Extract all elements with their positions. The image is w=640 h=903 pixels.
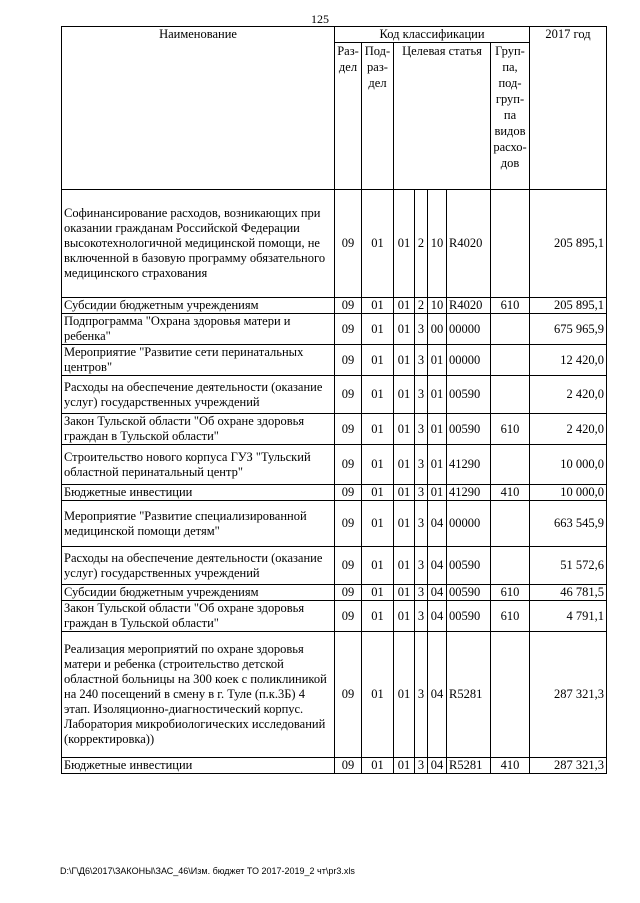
row-target-event: 04 <box>428 501 447 547</box>
row-expense-type <box>491 190 530 298</box>
row-target-event: 01 <box>428 345 447 376</box>
row-expense-type: 610 <box>491 585 530 601</box>
row-target-program: 01 <box>394 601 415 632</box>
row-target-program: 01 <box>394 485 415 501</box>
table-row <box>62 376 607 414</box>
row-section: 09 <box>335 758 362 774</box>
row-name: Подпрограмма "Охрана здоровья матери и ребенка" <box>62 314 335 345</box>
row-target-event: 01 <box>428 414 447 445</box>
row-expense-type <box>491 345 530 376</box>
row-target-subprogram: 3 <box>415 485 428 501</box>
table-row <box>62 547 607 585</box>
row-target-direction: 00590 <box>447 376 491 414</box>
table-row <box>62 501 607 547</box>
row-subsection: 01 <box>362 376 394 414</box>
row-subsection: 01 <box>362 345 394 376</box>
row-name: Софинансирование расходов, возникающих при оказании гражданам Российской Федерации высокотехнологичной медицинской помощи, не включенной в базовую программу обязательного медицинского страхования <box>62 190 335 298</box>
row-target-direction: 00590 <box>447 414 491 445</box>
row-target-program: 01 <box>394 414 415 445</box>
row-subsection: 01 <box>362 314 394 345</box>
row-target-program: 01 <box>394 314 415 345</box>
row-target-subprogram: 3 <box>415 585 428 601</box>
header-subsection: Под-раз-дел <box>362 43 394 190</box>
row-target-subprogram: 2 <box>415 298 428 314</box>
row-target-event: 00 <box>428 314 447 345</box>
header-section: Раз-дел <box>335 43 362 190</box>
row-target-event: 01 <box>428 376 447 414</box>
row-amount: 675 965,9 <box>530 314 607 345</box>
row-section: 09 <box>335 547 362 585</box>
row-name: Расходы на обеспечение деятельности (оказание услуг) государственных учреждений <box>62 547 335 585</box>
row-target-subprogram: 2 <box>415 190 428 298</box>
row-expense-type: 410 <box>491 485 530 501</box>
row-name: Субсидии бюджетным учреждениям <box>62 298 335 314</box>
row-target-program: 01 <box>394 190 415 298</box>
row-target-event: 01 <box>428 485 447 501</box>
header-target: Целевая статья <box>394 43 491 190</box>
file-path-footer: D:\Г\Д6\2017\ЗАКОНЫ\ЗАС_46\Изм. бюджет ТО 2017-2019_2 чт\pr3.xls <box>60 866 355 876</box>
row-subsection: 01 <box>362 501 394 547</box>
row-subsection: 01 <box>362 601 394 632</box>
row-name: Закон Тульской области "Об охране здоровья граждан в Тульской области" <box>62 414 335 445</box>
table-row <box>62 314 607 345</box>
row-expense-type <box>491 501 530 547</box>
row-section: 09 <box>335 601 362 632</box>
header-classification: Код классификации <box>335 27 530 43</box>
row-section: 09 <box>335 632 362 758</box>
row-name: Мероприятие "Развитие специализированной медицинской помощи детям" <box>62 501 335 547</box>
row-name: Субсидии бюджетным учреждениям <box>62 585 335 601</box>
table-row <box>62 345 607 376</box>
row-subsection: 01 <box>362 585 394 601</box>
row-name: Расходы на обеспечение деятельности (оказание услуг) государственных учреждений <box>62 376 335 414</box>
row-target-direction: 00590 <box>447 547 491 585</box>
row-amount: 12 420,0 <box>530 345 607 376</box>
row-target-subprogram: 3 <box>415 501 428 547</box>
row-subsection: 01 <box>362 190 394 298</box>
row-subsection: 01 <box>362 547 394 585</box>
row-section: 09 <box>335 585 362 601</box>
header-name: Наименование <box>62 27 335 190</box>
row-name: Мероприятие "Развитие сети перинатальных центров" <box>62 345 335 376</box>
row-target-event: 04 <box>428 585 447 601</box>
row-target-program: 01 <box>394 585 415 601</box>
row-target-program: 01 <box>394 632 415 758</box>
table-body <box>62 190 607 774</box>
row-target-event: 10 <box>428 298 447 314</box>
row-target-direction: 41290 <box>447 485 491 501</box>
table-row <box>62 601 607 632</box>
table-row <box>62 190 607 298</box>
row-amount: 4 791,1 <box>530 601 607 632</box>
page-number: 125 <box>311 12 329 26</box>
row-target-direction: R5281 <box>447 632 491 758</box>
row-target-subprogram: 3 <box>415 414 428 445</box>
row-target-direction: 00000 <box>447 345 491 376</box>
table-header <box>62 27 607 190</box>
row-subsection: 01 <box>362 414 394 445</box>
row-target-event: 01 <box>428 445 447 485</box>
row-target-program: 01 <box>394 445 415 485</box>
row-target-direction: 00590 <box>447 585 491 601</box>
row-target-subprogram: 3 <box>415 547 428 585</box>
row-section: 09 <box>335 345 362 376</box>
row-target-subprogram: 3 <box>415 445 428 485</box>
row-subsection: 01 <box>362 445 394 485</box>
row-target-program: 01 <box>394 758 415 774</box>
row-target-direction: 00000 <box>447 314 491 345</box>
row-target-event: 04 <box>428 632 447 758</box>
row-amount: 205 895,1 <box>530 298 607 314</box>
row-section: 09 <box>335 501 362 547</box>
row-name: Реализация мероприятий по охране здоровья матери и ребенка (строительство детской областной больницы на 300 коек с поликлиникой на 240 посещений в смену в г. Туле (п.к.3Б) 4 этап. Изоляционно-диагностический корпус. Лаборатория микробиологических исследований (корректировка)) <box>62 632 335 758</box>
row-target-program: 01 <box>394 376 415 414</box>
row-name: Бюджетные инвестиции <box>62 485 335 501</box>
row-amount: 10 000,0 <box>530 485 607 501</box>
row-target-direction: 41290 <box>447 445 491 485</box>
row-expense-type <box>491 632 530 758</box>
row-name: Строительство нового корпуса ГУЗ "Тульский областной перинатальный центр" <box>62 445 335 485</box>
row-section: 09 <box>335 298 362 314</box>
row-target-subprogram: 3 <box>415 601 428 632</box>
row-section: 09 <box>335 376 362 414</box>
row-amount: 51 572,6 <box>530 547 607 585</box>
row-expense-type: 610 <box>491 414 530 445</box>
row-target-subprogram: 3 <box>415 632 428 758</box>
row-target-event: 04 <box>428 547 447 585</box>
row-target-direction: R4020 <box>447 190 491 298</box>
row-expense-type <box>491 376 530 414</box>
table-row <box>62 445 607 485</box>
row-target-event: 04 <box>428 601 447 632</box>
row-target-event: 04 <box>428 758 447 774</box>
row-section: 09 <box>335 485 362 501</box>
row-target-subprogram: 3 <box>415 758 428 774</box>
row-expense-type <box>491 314 530 345</box>
row-expense-type <box>491 445 530 485</box>
row-subsection: 01 <box>362 485 394 501</box>
row-target-direction: R5281 <box>447 758 491 774</box>
row-target-subprogram: 3 <box>415 376 428 414</box>
table-row <box>62 298 607 314</box>
table-row <box>62 485 607 501</box>
row-name: Бюджетные инвестиции <box>62 758 335 774</box>
row-target-direction: 00000 <box>447 501 491 547</box>
row-amount: 205 895,1 <box>530 190 607 298</box>
row-amount: 46 781,5 <box>530 585 607 601</box>
row-subsection: 01 <box>362 758 394 774</box>
row-expense-type: 610 <box>491 298 530 314</box>
table-row <box>62 632 607 758</box>
row-target-subprogram: 3 <box>415 314 428 345</box>
row-target-program: 01 <box>394 298 415 314</box>
row-target-direction: 00590 <box>447 601 491 632</box>
row-amount: 2 420,0 <box>530 414 607 445</box>
row-amount: 10 000,0 <box>530 445 607 485</box>
row-expense-type: 410 <box>491 758 530 774</box>
table-row <box>62 414 607 445</box>
header-group: Груп-па, под-груп-па видов расхо-дов <box>491 43 530 190</box>
row-section: 09 <box>335 314 362 345</box>
row-subsection: 01 <box>362 298 394 314</box>
budget-table <box>61 26 607 774</box>
row-amount: 287 321,3 <box>530 632 607 758</box>
row-target-direction: R4020 <box>447 298 491 314</box>
row-amount: 2 420,0 <box>530 376 607 414</box>
header-year: 2017 год <box>530 27 607 190</box>
row-amount: 287 321,3 <box>530 758 607 774</box>
table-row <box>62 585 607 601</box>
table-row <box>62 758 607 774</box>
row-section: 09 <box>335 445 362 485</box>
row-target-program: 01 <box>394 547 415 585</box>
row-target-program: 01 <box>394 501 415 547</box>
row-target-program: 01 <box>394 345 415 376</box>
row-target-subprogram: 3 <box>415 345 428 376</box>
row-target-event: 10 <box>428 190 447 298</box>
row-expense-type <box>491 547 530 585</box>
row-section: 09 <box>335 414 362 445</box>
row-name: Закон Тульской области "Об охране здоровья граждан в Тульской области" <box>62 601 335 632</box>
row-subsection: 01 <box>362 632 394 758</box>
row-expense-type: 610 <box>491 601 530 632</box>
row-amount: 663 545,9 <box>530 501 607 547</box>
row-section: 09 <box>335 190 362 298</box>
